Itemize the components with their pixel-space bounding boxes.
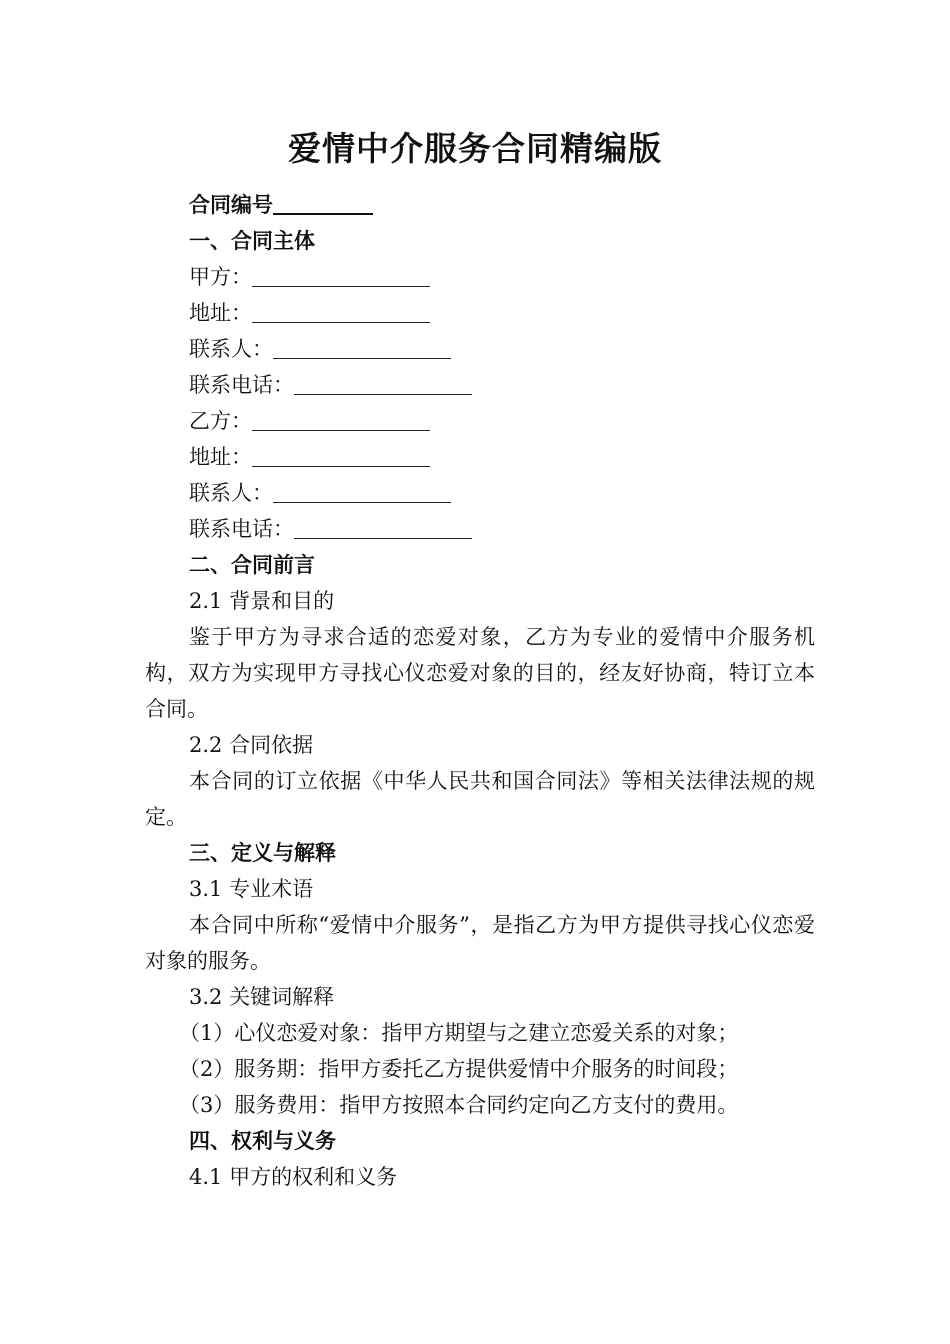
paragraph-3-1: 本合同中所称“爱情中介服务”，是指乙方为甲方提供寻找心仪恋爱对象的服务。 (145, 913, 815, 973)
subheading-2-1: 2.1 背景和目的 (189, 589, 335, 613)
party-b-phone-line (145, 511, 815, 547)
party-a-name-label: 甲方： (189, 265, 252, 289)
section-heading-1: 一、合同主体 (189, 229, 315, 253)
contract-number-blank[interactable] (273, 187, 373, 215)
party-b-address-blank[interactable] (252, 442, 430, 467)
subheading-3-1: 3.1 专业术语 (189, 877, 314, 901)
subheading-2-2: 2.2 合同依据 (189, 733, 314, 757)
party-a-phone-blank[interactable] (294, 370, 472, 395)
party-a-contact-line (145, 331, 815, 367)
paragraph-2-2: 本合同的订立依据《中华人民共和国合同法》等相关法律法规的规定。 (145, 769, 815, 829)
party-b-address-line (145, 439, 815, 475)
party-b-name-label: 乙方： (189, 409, 252, 433)
section-heading-4: 四、权利与义务 (189, 1129, 336, 1153)
party-a-contact-label: 联系人： (189, 337, 273, 361)
party-b-name-line (145, 403, 815, 439)
party-b-phone-blank[interactable] (294, 514, 472, 539)
party-b-contact-label: 联系人： (189, 481, 273, 505)
party-b-name-blank[interactable] (252, 406, 430, 431)
definition-item-2: （2）服务期：指甲方委托乙方提供爱情中介服务的时间段； (179, 1057, 739, 1081)
subheading-4-1: 4.1 甲方的权利和义务 (189, 1165, 398, 1189)
subheading-3-2: 3.2 关键词解释 (189, 985, 335, 1009)
party-b-contact-blank[interactable] (273, 478, 451, 503)
document-title: 爱情中介服务合同精编版 (288, 129, 662, 168)
party-a-contact-blank[interactable] (273, 334, 451, 359)
party-b-phone-label: 联系电话： (189, 517, 294, 541)
party-a-phone-label: 联系电话： (189, 373, 294, 397)
party-a-name-line (145, 259, 815, 295)
party-a-address-blank[interactable] (252, 298, 430, 323)
party-b-address-label: 地址： (189, 445, 252, 469)
party-b-contact-line (145, 475, 815, 511)
contract-number-label: 合同编号 (189, 193, 273, 217)
definition-item-1: （1）心仪恋爱对象：指甲方期望与之建立恋爱关系的对象； (179, 1021, 739, 1045)
section-heading-2: 二、合同前言 (189, 553, 315, 577)
contract-number-line (145, 187, 815, 223)
party-a-phone-line (145, 367, 815, 403)
paragraph-2-1: 鉴于甲方为寻求合适的恋爱对象，乙方为专业的爱情中介服务机构，双方为实现甲方寻找心仪恋爱对象的目的，经友好协商，特订立本合同。 (145, 625, 815, 721)
party-a-name-blank[interactable] (252, 262, 430, 287)
party-a-address-line (145, 295, 815, 331)
section-heading-3: 三、定义与解释 (189, 841, 336, 865)
party-a-address-label: 地址： (189, 301, 252, 325)
definition-item-3: （3）服务费用：指甲方按照本合同约定向乙方支付的费用。 (179, 1093, 739, 1117)
document-body (145, 187, 815, 1195)
